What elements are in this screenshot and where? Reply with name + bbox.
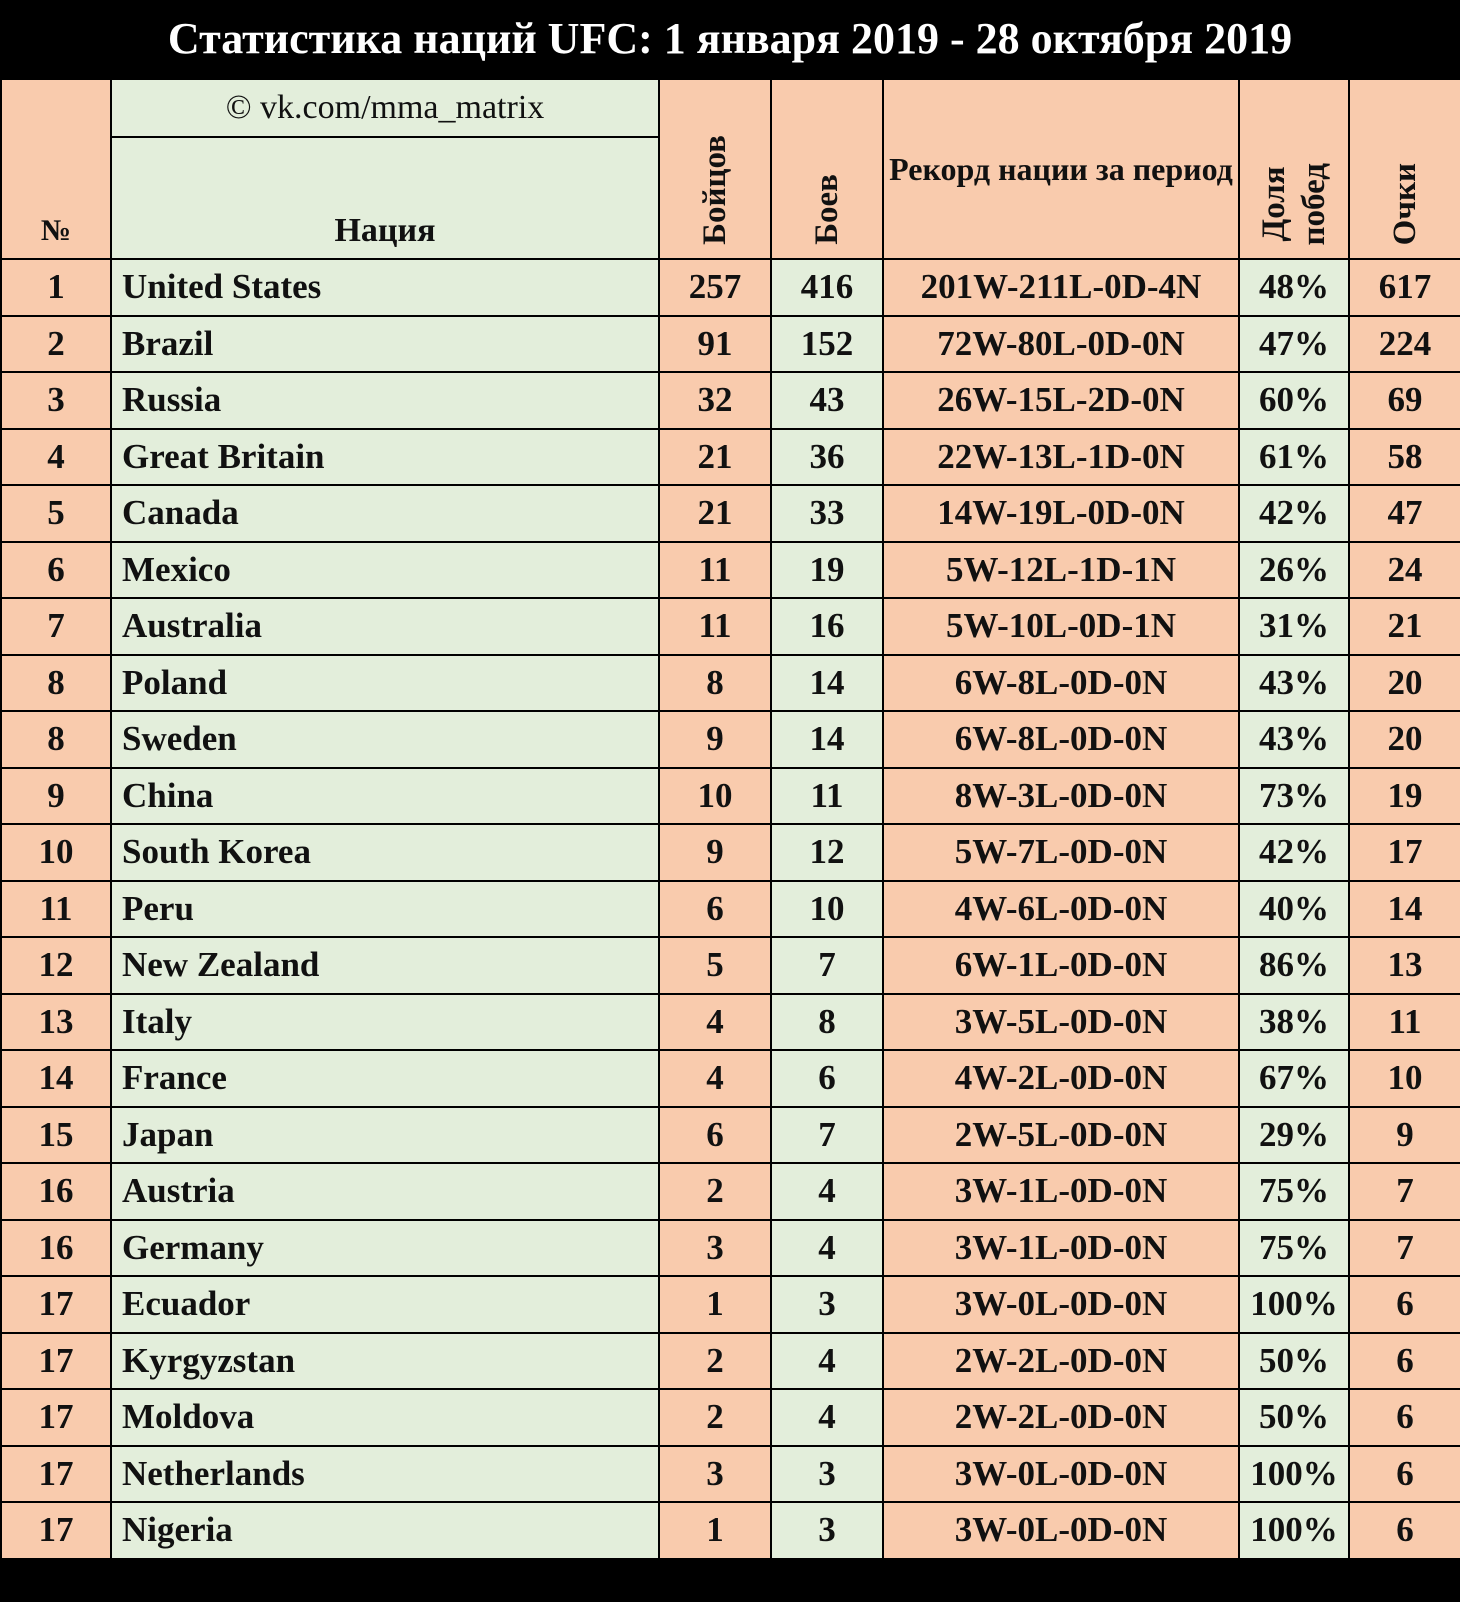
header-fights <box>771 79 883 259</box>
cell-nation: Nigeria <box>111 1502 659 1559</box>
cell-record: 2W-2L-0D-0N <box>883 1389 1239 1446</box>
table-row <box>1 259 1460 316</box>
cell-points: 19 <box>1349 768 1460 825</box>
cell-fights: 11 <box>771 768 883 825</box>
cell-record: 3W-1L-0D-0N <box>883 1163 1239 1220</box>
cell-fighters: 6 <box>659 1107 771 1164</box>
header-num: № <box>1 79 111 259</box>
cell-fighters: 91 <box>659 316 771 373</box>
cell-fighters: 3 <box>659 1446 771 1503</box>
cell-points: 24 <box>1349 542 1460 599</box>
cell-rank: 1 <box>1 259 111 316</box>
cell-win-share: 43% <box>1239 655 1349 712</box>
cell-win-share: 100% <box>1239 1502 1349 1559</box>
cell-fighters: 2 <box>659 1389 771 1446</box>
cell-fighters: 257 <box>659 259 771 316</box>
cell-fighters: 21 <box>659 485 771 542</box>
cell-win-share: 43% <box>1239 711 1349 768</box>
cell-win-share: 61% <box>1239 429 1349 486</box>
cell-nation: Peru <box>111 881 659 938</box>
cell-record: 5W-7L-0D-0N <box>883 824 1239 881</box>
cell-rank: 17 <box>1 1502 111 1559</box>
cell-fighters: 10 <box>659 768 771 825</box>
cell-rank: 6 <box>1 542 111 599</box>
cell-record: 4W-2L-0D-0N <box>883 1050 1239 1107</box>
cell-rank: 17 <box>1 1276 111 1333</box>
cell-points: 17 <box>1349 824 1460 881</box>
cell-fights: 3 <box>771 1502 883 1559</box>
cell-nation: Sweden <box>111 711 659 768</box>
table-row <box>1 1502 1460 1559</box>
cell-record: 3W-0L-0D-0N <box>883 1276 1239 1333</box>
cell-win-share: 29% <box>1239 1107 1349 1164</box>
cell-fights: 3 <box>771 1446 883 1503</box>
cell-points: 10 <box>1349 1050 1460 1107</box>
cell-fights: 12 <box>771 824 883 881</box>
cell-fights: 14 <box>771 711 883 768</box>
cell-record: 8W-3L-0D-0N <box>883 768 1239 825</box>
cell-record: 26W-15L-2D-0N <box>883 372 1239 429</box>
table-row <box>1 711 1460 768</box>
cell-points: 224 <box>1349 316 1460 373</box>
table-row <box>1 485 1460 542</box>
cell-points: 7 <box>1349 1220 1460 1277</box>
cell-nation: Austria <box>111 1163 659 1220</box>
cell-win-share: 47% <box>1239 316 1349 373</box>
cell-points: 21 <box>1349 598 1460 655</box>
cell-fighters: 11 <box>659 598 771 655</box>
cell-nation: Australia <box>111 598 659 655</box>
cell-fighters: 4 <box>659 994 771 1051</box>
cell-win-share: 60% <box>1239 372 1349 429</box>
cell-fights: 14 <box>771 655 883 712</box>
cell-win-share: 100% <box>1239 1276 1349 1333</box>
cell-points: 20 <box>1349 655 1460 712</box>
cell-nation: Moldova <box>111 1389 659 1446</box>
cell-record: 6W-8L-0D-0N <box>883 711 1239 768</box>
cell-points: 617 <box>1349 259 1460 316</box>
cell-nation: Russia <box>111 372 659 429</box>
cell-win-share: 75% <box>1239 1220 1349 1277</box>
cell-fighters: 21 <box>659 429 771 486</box>
cell-record: 2W-2L-0D-0N <box>883 1333 1239 1390</box>
cell-record: 3W-1L-0D-0N <box>883 1220 1239 1277</box>
cell-nation: South Korea <box>111 824 659 881</box>
cell-points: 6 <box>1349 1389 1460 1446</box>
header-points <box>1349 79 1460 259</box>
cell-win-share: 73% <box>1239 768 1349 825</box>
cell-points: 47 <box>1349 485 1460 542</box>
cell-fights: 7 <box>771 937 883 994</box>
cell-nation: Canada <box>111 485 659 542</box>
header-fighters-label: Бойцов <box>696 135 733 245</box>
cell-win-share: 50% <box>1239 1333 1349 1390</box>
cell-fighters: 1 <box>659 1502 771 1559</box>
table-row <box>1 768 1460 825</box>
cell-fights: 19 <box>771 542 883 599</box>
cell-rank: 3 <box>1 372 111 429</box>
nations-stats-table <box>0 78 1460 1560</box>
cell-record: 5W-12L-1D-1N <box>883 542 1239 599</box>
cell-record: 4W-6L-0D-0N <box>883 881 1239 938</box>
cell-nation: Ecuador <box>111 1276 659 1333</box>
header-credit: © vk.com/mma_matrix <box>111 79 659 137</box>
cell-rank: 12 <box>1 937 111 994</box>
cell-rank: 11 <box>1 881 111 938</box>
cell-rank: 5 <box>1 485 111 542</box>
table-row <box>1 1107 1460 1164</box>
cell-nation: China <box>111 768 659 825</box>
cell-nation: France <box>111 1050 659 1107</box>
table-row <box>1 824 1460 881</box>
cell-fighters: 9 <box>659 824 771 881</box>
table-row <box>1 1220 1460 1277</box>
cell-fighters: 4 <box>659 1050 771 1107</box>
cell-fights: 6 <box>771 1050 883 1107</box>
table-row <box>1 372 1460 429</box>
table-body <box>1 259 1460 1559</box>
cell-win-share: 75% <box>1239 1163 1349 1220</box>
cell-rank: 8 <box>1 655 111 712</box>
cell-fighters: 1 <box>659 1276 771 1333</box>
cell-fights: 33 <box>771 485 883 542</box>
header-win-share-line1: Доля <box>1256 166 1292 242</box>
cell-win-share: 50% <box>1239 1389 1349 1446</box>
cell-fights: 3 <box>771 1276 883 1333</box>
cell-nation: Italy <box>111 994 659 1051</box>
cell-win-share: 86% <box>1239 937 1349 994</box>
cell-record: 2W-5L-0D-0N <box>883 1107 1239 1164</box>
cell-fighters: 11 <box>659 542 771 599</box>
cell-points: 6 <box>1349 1502 1460 1559</box>
cell-rank: 16 <box>1 1163 111 1220</box>
cell-rank: 7 <box>1 598 111 655</box>
table-row <box>1 1163 1460 1220</box>
cell-record: 3W-0L-0D-0N <box>883 1502 1239 1559</box>
cell-win-share: 42% <box>1239 485 1349 542</box>
cell-rank: 10 <box>1 824 111 881</box>
table-row <box>1 1446 1460 1503</box>
cell-rank: 17 <box>1 1389 111 1446</box>
cell-fights: 4 <box>771 1163 883 1220</box>
cell-points: 6 <box>1349 1333 1460 1390</box>
cell-rank: 14 <box>1 1050 111 1107</box>
cell-nation: Netherlands <box>111 1446 659 1503</box>
cell-record: 6W-1L-0D-0N <box>883 937 1239 994</box>
cell-win-share: 40% <box>1239 881 1349 938</box>
table-row <box>1 937 1460 994</box>
table-row <box>1 1333 1460 1390</box>
cell-fights: 43 <box>771 372 883 429</box>
cell-win-share: 100% <box>1239 1446 1349 1503</box>
cell-record: 22W-13L-1D-0N <box>883 429 1239 486</box>
table-row <box>1 316 1460 373</box>
table-row <box>1 429 1460 486</box>
cell-rank: 9 <box>1 768 111 825</box>
cell-nation: Germany <box>111 1220 659 1277</box>
cell-record: 201W-211L-0D-4N <box>883 259 1239 316</box>
table-row <box>1 1050 1460 1107</box>
table-row <box>1 994 1460 1051</box>
header-win-share <box>1239 79 1349 259</box>
cell-fights: 4 <box>771 1389 883 1446</box>
cell-win-share: 26% <box>1239 542 1349 599</box>
cell-points: 69 <box>1349 372 1460 429</box>
cell-rank: 4 <box>1 429 111 486</box>
header-record: Рекорд нации за период <box>883 79 1239 259</box>
cell-record: 6W-8L-0D-0N <box>883 655 1239 712</box>
cell-fights: 8 <box>771 994 883 1051</box>
cell-rank: 13 <box>1 994 111 1051</box>
header-win-share-label <box>1254 163 1334 245</box>
cell-fights: 152 <box>771 316 883 373</box>
table-title: Статистика наций UFC: 1 января 2019 - 28 октября 2019 <box>0 0 1460 78</box>
cell-fighters: 9 <box>659 711 771 768</box>
header-fighters <box>659 79 771 259</box>
cell-fights: 416 <box>771 259 883 316</box>
cell-points: 13 <box>1349 937 1460 994</box>
table-row <box>1 1276 1460 1333</box>
cell-record: 14W-19L-0D-0N <box>883 485 1239 542</box>
cell-points: 9 <box>1349 1107 1460 1164</box>
cell-fighters: 2 <box>659 1163 771 1220</box>
header-fights-label: Боев <box>808 174 845 245</box>
cell-fighters: 6 <box>659 881 771 938</box>
table-row <box>1 598 1460 655</box>
table-row <box>1 881 1460 938</box>
cell-win-share: 38% <box>1239 994 1349 1051</box>
cell-fights: 7 <box>771 1107 883 1164</box>
cell-rank: 17 <box>1 1446 111 1503</box>
cell-rank: 15 <box>1 1107 111 1164</box>
cell-nation: Kyrgyzstan <box>111 1333 659 1390</box>
cell-win-share: 31% <box>1239 598 1349 655</box>
cell-record: 5W-10L-0D-1N <box>883 598 1239 655</box>
cell-points: 20 <box>1349 711 1460 768</box>
cell-fights: 36 <box>771 429 883 486</box>
cell-rank: 8 <box>1 711 111 768</box>
cell-record: 3W-0L-0D-0N <box>883 1446 1239 1503</box>
table-row <box>1 1389 1460 1446</box>
cell-nation: United States <box>111 259 659 316</box>
cell-fighters: 5 <box>659 937 771 994</box>
cell-points: 6 <box>1349 1276 1460 1333</box>
cell-points: 6 <box>1349 1446 1460 1503</box>
header-win-share-line2: побед <box>1296 162 1332 245</box>
cell-record: 72W-80L-0D-0N <box>883 316 1239 373</box>
cell-win-share: 48% <box>1239 259 1349 316</box>
cell-fights: 10 <box>771 881 883 938</box>
cell-nation: New Zealand <box>111 937 659 994</box>
cell-points: 11 <box>1349 994 1460 1051</box>
cell-rank: 2 <box>1 316 111 373</box>
cell-rank: 16 <box>1 1220 111 1277</box>
cell-points: 58 <box>1349 429 1460 486</box>
cell-fighters: 8 <box>659 655 771 712</box>
cell-win-share: 67% <box>1239 1050 1349 1107</box>
header-points-label: Очки <box>1386 162 1423 245</box>
header-nation: Нация <box>111 137 659 259</box>
cell-fights: 16 <box>771 598 883 655</box>
cell-record: 3W-5L-0D-0N <box>883 994 1239 1051</box>
table-row <box>1 655 1460 712</box>
cell-fights: 4 <box>771 1220 883 1277</box>
cell-nation: Great Britain <box>111 429 659 486</box>
cell-rank: 17 <box>1 1333 111 1390</box>
cell-nation: Mexico <box>111 542 659 599</box>
cell-points: 14 <box>1349 881 1460 938</box>
cell-fighters: 32 <box>659 372 771 429</box>
cell-points: 7 <box>1349 1163 1460 1220</box>
cell-nation: Brazil <box>111 316 659 373</box>
cell-fighters: 3 <box>659 1220 771 1277</box>
cell-win-share: 42% <box>1239 824 1349 881</box>
cell-fights: 4 <box>771 1333 883 1390</box>
cell-nation: Poland <box>111 655 659 712</box>
cell-nation: Japan <box>111 1107 659 1164</box>
table-row <box>1 542 1460 599</box>
cell-fighters: 2 <box>659 1333 771 1390</box>
